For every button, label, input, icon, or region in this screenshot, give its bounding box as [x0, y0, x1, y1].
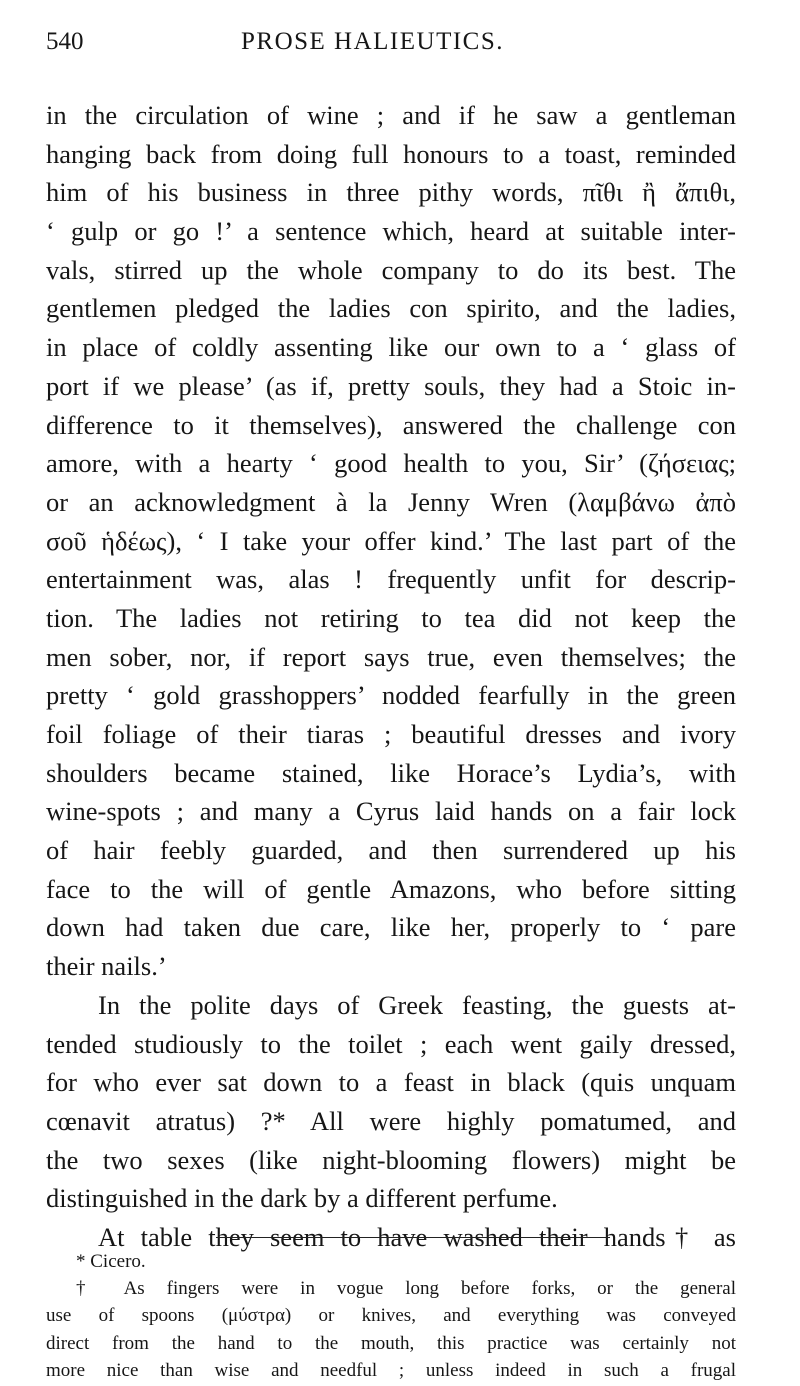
text-line: face to the will of gentle Amazons, who before sitting: [46, 873, 736, 904]
text-line: tended studiously to the toilet ; each went gaily dressed,: [46, 1028, 736, 1059]
footnote-line: † As fingers were in vogue long before forks, or the general: [76, 1278, 736, 1300]
text-line: gentlemen pledged the ladies con spirito, and the ladies,: [46, 293, 736, 324]
running-head: PROSE HALIEUTICS.: [241, 28, 505, 55]
text-line: In the polite days of Greek feasting, the guests at-: [98, 989, 736, 1020]
text-line: in the circulation of wine ; and if he saw a gentleman: [46, 100, 736, 130]
text-line: ‘ gulp or go !’ a sentence which, heard at suitable inter-: [46, 216, 736, 247]
text-line: their nails.’: [46, 951, 167, 982]
text-line: foil foliage of their tiaras ; beautiful dresses and ivory: [46, 719, 736, 749]
footnote-line: direct from the hand to the mouth, this practice was certainly not: [46, 1332, 736, 1354]
text-line: of hair feebly guarded, and then surrendered up his: [46, 835, 736, 866]
text-line: difference to it themselves), answered the challenge con: [46, 409, 736, 440]
text-line: amore, with a hearty ‘ good health to you, Sir’ (ζήσειας;: [46, 448, 736, 479]
text-line: shoulders became stained, like Horace’s Lydia’s, with: [46, 757, 736, 788]
text-line: men sober, nor, if report says true, even themselves; the: [46, 641, 736, 672]
footnotes: [46, 1248, 736, 1384]
text-line: pretty ‘ gold grasshoppers’ nodded fearfully in the green: [46, 680, 736, 711]
text-line: wine-spots ; and many a Cyrus laid hands on a fair lock: [46, 796, 736, 827]
text-line: him of his business in three pithy words, πῖθι ἢ ἄπιθι,: [46, 177, 736, 208]
text-line: σοῦ ἡδέως), ‘ I take your offer kind.’ The last part of the: [46, 525, 736, 556]
text-line: the two sexes (like night-blooming flowers) might be: [46, 1144, 736, 1175]
text-line: distinguished in the dark by a different perfume.: [46, 1183, 558, 1214]
page-header: [46, 28, 740, 68]
text-line: or an acknowledgment à la Jenny Wren (λαμβάνω ἀπὸ: [46, 486, 736, 517]
text-line: cœnavit atratus) ?* All were highly pomatumed, and: [46, 1105, 736, 1136]
text-line: in place of coldly assenting like our own to a ‘ glass of: [46, 332, 736, 363]
text-line: tion. The ladies not retiring to tea did not keep the: [46, 602, 736, 633]
footnote-line: * Cicero.: [76, 1251, 146, 1272]
text-line: for who ever sat down to a feast in black (quis unquam: [46, 1067, 736, 1098]
footnote-divider: [216, 1237, 610, 1238]
body-text: [46, 96, 736, 1257]
text-line: vals, stirred up the whole company to do its best. The: [46, 254, 736, 285]
text-line: hanging back from doing full honours to a toast, reminded: [46, 138, 736, 169]
text-line: entertainment was, alas ! frequently unfit for descrip-: [46, 564, 736, 595]
text-line: port if we please’ (as if, pretty souls, they had a Stoic in-: [46, 370, 736, 401]
text-line: At table they seem to have washed their hands† as: [98, 1221, 736, 1252]
page-number: 540: [46, 28, 84, 55]
text-line: down had taken due care, like her, properly to ‘ pare: [46, 912, 736, 943]
footnote-line: use of spoons (μύστρα) or knives, and everything was conveyed: [46, 1305, 736, 1327]
footnote-line: more nice than wise and needful ; unless indeed in such a frugal: [46, 1359, 736, 1381]
